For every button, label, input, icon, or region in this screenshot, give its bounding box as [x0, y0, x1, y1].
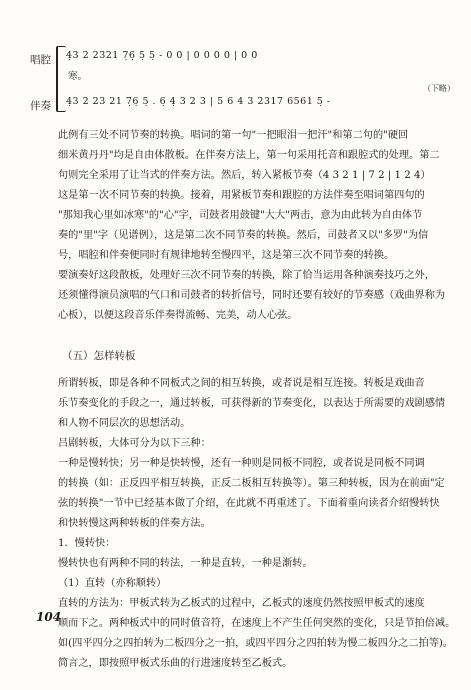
- text-line: 慢转快也有两种不同的转法，一种是直转，一种是渐转。: [58, 558, 313, 569]
- text-line: 细米黄丹丹"均是自由体散板。在伴奏方法上，第一句采用托音和跟腔式的处理。第二: [58, 150, 440, 161]
- text-line: 此例有三处不同节奏的转换。唱词的第一句"一把眼泪一把汗"和第二句的"硬回: [58, 130, 409, 141]
- text-line: 这是第一次不同节奏的转换。接着，用紧板节奏和跟腔的方法伴奏至唱词第四句的: [58, 190, 425, 201]
- text-line: 顺而下之。两种板式中的同时值音符，在速度上不产生任何突然的变化，只是节拍倍减。: [58, 618, 456, 629]
- vocal-notes: 4̣3 2 2321 7̣6̣ 5̣ 5̣ - 0 0 | 0 0 0 0 | 0 0: [66, 50, 258, 61]
- text-line: 弦的转换"一节中已经基本做了介绍，在此就不再重述了。下面着重向读者介绍慢转快: [58, 498, 440, 509]
- text-line: 直转的方法为：甲板式转为乙板式的过程中，乙板式的速度仍然按照甲板式的速度: [58, 598, 425, 609]
- text-line: 和快转慢这两种转板的伴奏方法。: [58, 518, 211, 529]
- system-brace: [56, 46, 66, 112]
- text-line: 奏的"里"字（见谱例），这是第二次不同节奏的转换。然后，司鼓者又以"多罗"为信: [58, 230, 429, 241]
- text-line: 要演奏好这段散板，处理好三次不同节奏的转换，除了恰当运用各种演奏技巧之外，: [58, 270, 435, 281]
- text-line: 的转换（如：正反四平相互转换，正反二板相互转换等）。第三种转板，因为在前面"定: [58, 478, 445, 489]
- text-line: 简言之，即按照甲板式乐曲的行进速度转至乙板式。: [58, 658, 293, 669]
- paragraph-1: [58, 126, 458, 266]
- vocal-lyric: 寒。: [68, 71, 88, 82]
- omitted-note: （下略）: [423, 84, 455, 93]
- text-line: 所谓转板，即是各种不同板式之间的相互转换，或者说是相互连接。转板是戏曲音: [58, 378, 425, 389]
- text-line: 一种是慢转快；另一种是快转慢，还有一种则是同板不同腔，或者说是同板不同调: [58, 458, 425, 469]
- text-line: "那知我心里如冰寒"的"心"字，司鼓者用鼓键"大大"两击，意为由此转为自由体节: [58, 210, 423, 221]
- text-line: 号，唱腔和伴奏便同时有规律地转至慢四平，这是第三次不同节奏的转换。: [58, 250, 395, 261]
- text-line: 句则完全采用了让当式的伴奏方法。然后，转入紧板节奏（4 3 2 1 | 7 2 | 1 2 4）: [58, 170, 431, 181]
- subheading: 1．慢转快：: [58, 538, 116, 549]
- text-line: 吕剧转板，大体可分为以下三种：: [58, 438, 211, 449]
- section-heading: （五）怎样转板: [62, 350, 136, 362]
- page-number: 104: [36, 610, 62, 624]
- text-line: 和人物不同层次的思想活动。: [58, 418, 191, 429]
- vocal-label: 唱腔: [30, 54, 51, 66]
- text-line: 如(四平四分之四拍转为二板四分之一拍，或四平四分之四拍转为慢二板四分之二拍等)。: [58, 638, 454, 649]
- accompaniment-notes: 4̣3 2 23 21 7̣6̣ 5̣ . 6̣ 4̣ 3 2 3 | 5 6 4 3 2317 6561 5̣ -: [66, 96, 331, 107]
- text-line: 还须懂得演员演唱的气口和司鼓者的转折信号，同时还要有较好的节奏感（戏曲界称为: [58, 290, 446, 301]
- accompaniment-label: 伴奏: [30, 100, 51, 112]
- paragraph-2: [58, 266, 458, 326]
- subheading: （1）直转（亦称顺转）: [58, 578, 167, 589]
- text-line: 乐节奏变化的手段之一，通过转板，可获得新的节奏变化，以表达于所需要的戏剧感情: [58, 398, 446, 409]
- paragraph-3: [58, 374, 458, 674]
- text-line: 心板），以便这段音乐伴奏得流畅、完美，动人心弦。: [58, 310, 298, 321]
- music-score: [30, 44, 455, 124]
